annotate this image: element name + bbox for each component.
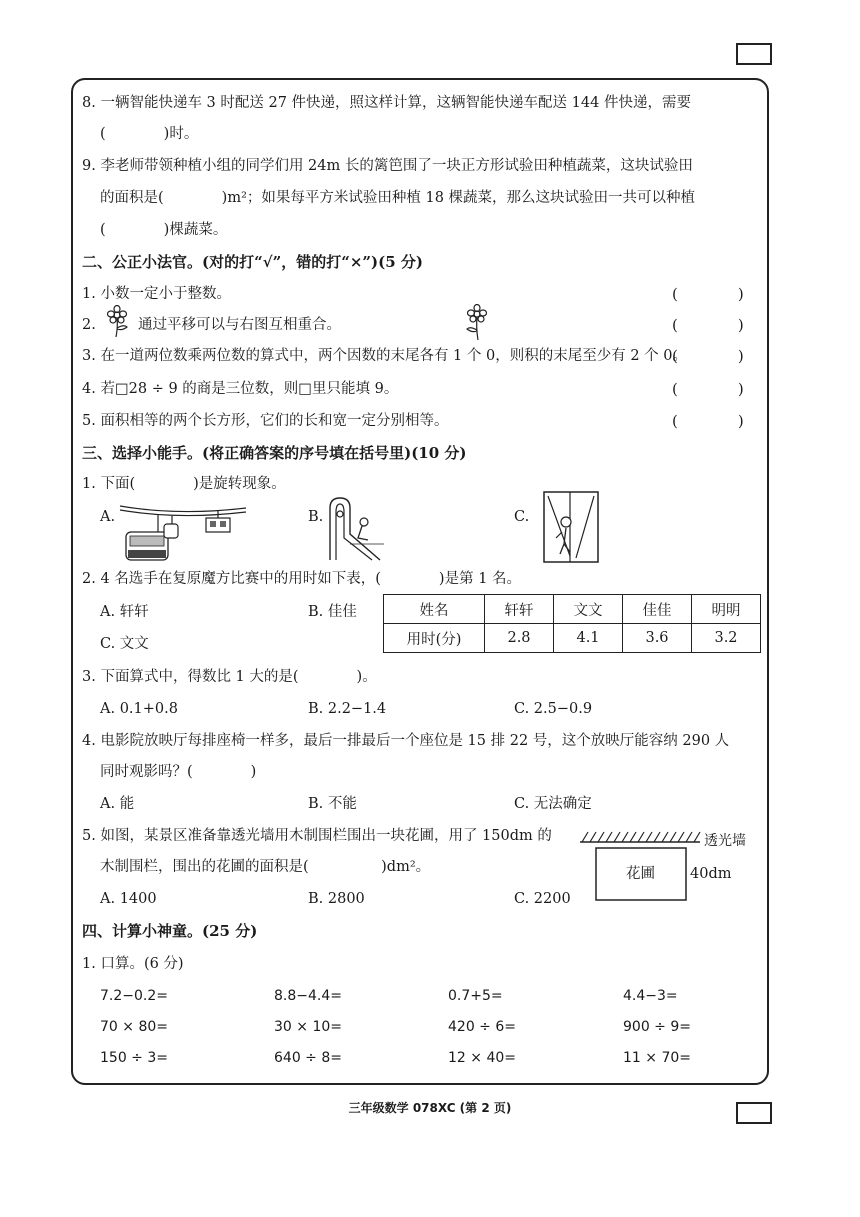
calc-item: 7.2−0.2=	[100, 988, 168, 1004]
section3-title: 三、选择小能手。(将正确答案的序号填在括号里)(10 分)	[82, 444, 467, 462]
q9-line3: ( )棵蔬菜。	[100, 222, 228, 238]
sec3-q5-line2: 木制围栏，围出的花圃的面积是( )dm²。	[100, 859, 431, 875]
sec3-q4-line1: 4. 电影院放映厅每排座椅一样多，最后一排最后一个座位是 15 排 22 号，这个放映厅能容纳 290 人	[82, 733, 730, 749]
table-header-row	[384, 595, 761, 624]
garden-side-label: 40dm	[690, 866, 732, 882]
sec3-q4-option-b: B. 不能	[308, 796, 357, 812]
section2-title: 二、公正小法官。(对的打“√”，错的打“×”)(5 分)	[82, 253, 423, 271]
sec2-item2-num: 2.	[82, 317, 96, 333]
sec3-q1-option-a: A.	[100, 509, 116, 525]
cable-car-icon	[118, 498, 248, 564]
sec4-sub1: 1. 口算。(6 分)	[82, 956, 184, 972]
score-box-bottom	[736, 1102, 772, 1124]
q8-line2: ( )时。	[100, 126, 199, 142]
calc-item: 150 ÷ 3=	[100, 1050, 168, 1066]
sec3-q2-option-a: A. 轩轩	[100, 604, 149, 620]
sec3-q2-option-b: B. 佳佳	[308, 604, 357, 620]
calc-item: 8.8−4.4=	[274, 988, 342, 1004]
sec3-q3-option-b: B. 2.2−1.4	[308, 701, 387, 717]
calc-item: 900 ÷ 9=	[623, 1019, 691, 1035]
calc-item: 0.7+5=	[448, 988, 503, 1004]
sec2-item1: 1. 小数一定小于整数。	[82, 286, 231, 302]
calc-item: 12 × 40=	[448, 1050, 516, 1066]
sec2-item2-text: 通过平移可以与右图互相重合。	[138, 317, 341, 333]
table-row	[384, 624, 761, 653]
sec3-q4-option-c: C. 无法确定	[514, 796, 592, 812]
q9-line2: 的面积是( )m²；如果每平方米试验田种植 18 棵蔬菜，那么这块试验田一共可以种植	[100, 190, 696, 206]
sec3-q5-line1: 5. 如图，某景区准备靠透光墙用木制围栏围出一块花圃，用了 150dm 的	[82, 828, 552, 844]
sec3-q5-option-a: A. 1400	[100, 891, 157, 907]
sec3-q1-option-b: B.	[308, 509, 324, 525]
sec3-q3-option-c: C. 2.5−0.9	[514, 701, 593, 717]
sec3-q5-option-b: B. 2800	[308, 891, 365, 907]
sec3-q2-option-c: C. 文文	[100, 636, 149, 652]
calc-item: 70 × 80=	[100, 1019, 168, 1035]
calc-item: 11 × 70=	[623, 1050, 691, 1066]
table-cell: 姓名	[384, 595, 485, 624]
table-cell: 2.8	[485, 624, 554, 653]
sec2-answer4[interactable]: ( )	[672, 380, 744, 398]
revolving-door-icon	[540, 488, 602, 564]
sec2-answer1[interactable]: ( )	[672, 285, 744, 303]
flower-left-icon	[102, 305, 132, 339]
sec3-q4-option-a: A. 能	[100, 796, 135, 812]
calc-item: 30 × 10=	[274, 1019, 342, 1035]
table-cell: 3.2	[692, 624, 761, 653]
sec3-q1-text: 1. 下面( )是旋转现象。	[82, 476, 286, 492]
garden-label: 花圃	[626, 866, 655, 882]
sec2-item5: 5. 面积相等的两个长方形，它们的长和宽一定分别相等。	[82, 413, 449, 429]
sec2-item3: 3. 在一道两位数乘两位数的算式中，两个因数的末尾各有 1 个 0，则积的末尾至少有 2 个 0。	[82, 348, 687, 364]
sec2-answer2[interactable]: ( )	[672, 316, 744, 334]
calc-item: 640 ÷ 8=	[274, 1050, 342, 1066]
sec3-q4-line2: 同时观影吗？( )	[100, 764, 257, 780]
cube-time-table	[383, 594, 761, 653]
sec3-q3-text: 3. 下面算式中，得数比 1 大的是( )。	[82, 669, 377, 685]
sec3-q2-text: 2. 4 名选手在复原魔方比赛中的用时如下表，( )是第 1 名。	[82, 571, 522, 587]
table-cell: 佳佳	[623, 595, 692, 624]
q9-line1: 9. 李老师带领种植小组的同学们用 24m 长的篱笆围了一块正方形试验田种植蔬菜，这块试验田	[82, 158, 693, 174]
table-cell: 4.1	[554, 624, 623, 653]
table-cell: 明明	[692, 595, 761, 624]
table-cell: 3.6	[623, 624, 692, 653]
q8-line1: 8. 一辆智能快递车 3 时配送 27 件快递，照这样计算，这辆智能快递车配送 144 件快递，需要	[82, 95, 691, 111]
flower-right-icon	[462, 304, 492, 342]
slide-icon	[324, 494, 390, 562]
sec2-answer5[interactable]: ( )	[672, 412, 744, 430]
page-footer: 三年级数学 078XC (第 2 页)	[348, 1101, 512, 1115]
table-cell: 文文	[554, 595, 623, 624]
table-cell: 用时(分)	[384, 624, 485, 653]
garden-wall-label: 透光墙	[704, 833, 746, 849]
sec2-answer3[interactable]: ( )	[672, 347, 744, 365]
table-cell: 轩轩	[485, 595, 554, 624]
sec3-q1-option-c: C.	[514, 509, 530, 525]
sec2-item4: 4. 若□28 ÷ 9 的商是三位数，则□里只能填 9。	[82, 381, 399, 397]
sec3-q3-option-a: A. 0.1+0.8	[100, 701, 178, 717]
section4-title: 四、计算小神童。(25 分)	[82, 922, 258, 940]
calc-item: 4.4−3=	[623, 988, 678, 1004]
score-box-top	[736, 43, 772, 65]
sec3-q5-option-c: C. 2200	[514, 891, 571, 907]
calc-item: 420 ÷ 6=	[448, 1019, 516, 1035]
